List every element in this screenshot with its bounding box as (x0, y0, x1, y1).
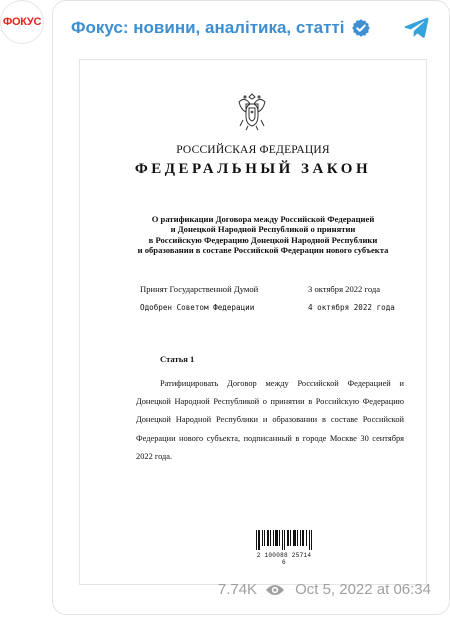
law-type-heading: ФЕДЕРАЛЬНЫЙ ЗАКОН (134, 161, 372, 177)
channel-avatar[interactable] (0, 0, 44, 44)
avatar-label: ФОКУС (2, 16, 42, 28)
eye-icon (265, 583, 285, 597)
post-card (52, 0, 450, 615)
verified-badge-icon (351, 18, 371, 38)
law-title-line: и образовании в составе Российской Федерации нового субъекта (137, 245, 389, 256)
adopted-date: 3 октября 2022 года (308, 284, 381, 294)
approved-label: Одобрен Советом Федерации (140, 303, 255, 312)
law-title (120, 214, 406, 256)
channel-name-link[interactable]: Фокус: новини, аналітика, статті (71, 18, 345, 37)
views-count: 7.74K (217, 581, 258, 598)
law-title-line: в Российскую Федерацию Донецкой Народной Республики (148, 234, 378, 245)
country-heading: РОССИЙСКАЯ ФЕДЕРАЦИЯ (176, 144, 330, 156)
barcode-number: 2 100088 25714 6 (256, 552, 312, 566)
approved-date: 4 октября 2022 года (308, 303, 395, 312)
article-text: Ратифицировать Договор между Российской Федерацией и Донецкой Народной Республикой о принятии в Российскую Федерацию Донецкой Народной Республики и образовании в составе Российской Федерации нового субъекта, подписанный в городе Москве 30 сентября 2022 года. (136, 379, 404, 461)
coat-of-arms-icon (235, 90, 269, 137)
article-heading: Статья 1 (160, 354, 195, 364)
telegram-plane-icon[interactable] (403, 13, 431, 46)
adopted-row (140, 284, 408, 294)
approved-row (140, 303, 408, 312)
law-title-line: О ратификации Договора между Российской Федерацией (151, 214, 375, 224)
post-footer (218, 581, 431, 598)
post-header (71, 15, 435, 41)
document-photo[interactable] (79, 59, 427, 585)
adopted-label: Принят Государственной Думой (140, 284, 259, 294)
law-title-line: и Донецкой Народной Республикой о принятии (170, 224, 356, 235)
post-date-link[interactable]: Oct 5, 2022 at 06:34 (295, 581, 431, 598)
